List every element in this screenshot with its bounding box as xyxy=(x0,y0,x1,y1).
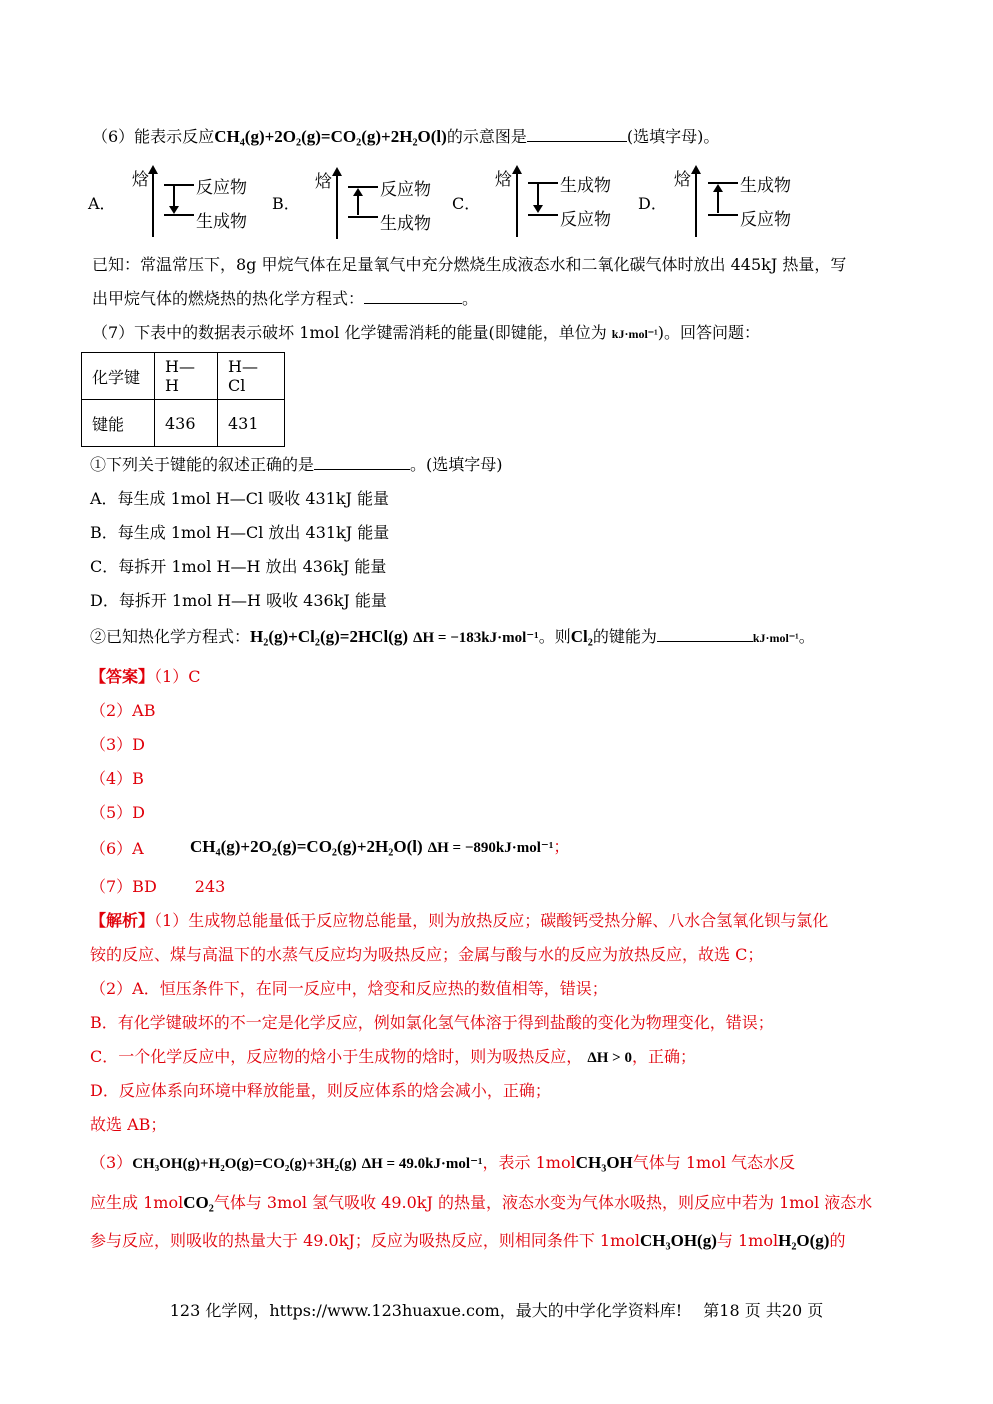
upper-label: 生成物 xyxy=(740,176,791,196)
answer-7-label: （7）BD xyxy=(90,877,157,896)
q7-intro-text: （7）下表中的数据表示破坏 1mol 化学键需消耗的能量(即键能，单位为 xyxy=(92,323,607,342)
sub2-unit: kJ·mol⁻¹ xyxy=(752,631,799,645)
sub2-equation: H₂(g)+Cl₂(g)=2HCl(g) xyxy=(250,627,408,646)
analysis-p1-line2: 铵的反应、煤与高温下的水蒸气反应均为吸热反应；金属与酸与水的反应为放热反应，故选 C； xyxy=(90,945,764,964)
sub1-hint: 。(选填字母) xyxy=(410,455,503,474)
table-cell: H—Cl xyxy=(218,353,285,400)
sub1-answer-blank[interactable] xyxy=(314,455,410,470)
arrow-shaft xyxy=(173,186,175,208)
axis-arrowhead-icon xyxy=(691,165,701,174)
table-row xyxy=(82,400,285,447)
axis-arrowhead-icon xyxy=(148,165,158,174)
lower-level xyxy=(164,214,194,216)
analysis-p3-text2: 气体与 1mol 气态水反 xyxy=(632,1153,796,1172)
lower-level xyxy=(528,214,558,216)
q7-unit: kJ·mol⁻¹ xyxy=(611,327,658,341)
arrow-shaft xyxy=(537,184,539,206)
sub2-delta-h: ΔH = −183kJ·mol⁻¹ xyxy=(413,630,539,646)
analysis-p3-co2: CO₂ xyxy=(183,1193,214,1212)
enthalpy-axis-label: 焓 xyxy=(315,172,332,192)
analysis-p3-ch3oh: CH₃OH xyxy=(575,1153,633,1172)
sub2-prefix: ②已知热化学方程式： xyxy=(90,627,251,646)
q6-prefix: （6）能表示反应 xyxy=(92,127,215,146)
enthalpy-axis xyxy=(516,173,518,237)
diagram-d[interactable] xyxy=(638,163,838,243)
q6-equation: CH₄(g)+2O₂(g)=CO₂(g)+2H₂O(l) xyxy=(214,127,447,146)
answer-6 xyxy=(90,836,144,859)
upper-level xyxy=(164,184,194,186)
diagram-letter: C． xyxy=(452,194,481,213)
analysis-p3-equation: CH₃OH(g)+H₂O(g)=CO₂(g)+3H₂(g) xyxy=(132,1156,357,1172)
arrow-down-icon xyxy=(533,205,543,213)
sub2-end: 。 xyxy=(798,627,815,646)
arrow-down-icon xyxy=(169,206,179,214)
analysis-p3-delta-h: ΔH = 49.0kJ·mol⁻¹ xyxy=(361,1156,483,1172)
analysis-p1-text: （1）生成物总能量低于反应物总能量，则为放热反应；碳酸钙受热分解、八水合氢氧化钡与氯化 xyxy=(154,911,829,930)
upper-label: 反应物 xyxy=(380,180,431,200)
arrow-shaft xyxy=(357,195,359,215)
analysis-p1-line1 xyxy=(90,908,828,931)
analysis-p3-line2-a: 应生成 1mol xyxy=(90,1193,184,1212)
analysis-p3-line3-a: 参与反应，则吸收的热量大于 49.0kJ；反应为吸热反应，则相同条件下 1mol xyxy=(90,1231,641,1250)
answer-6-equation-line xyxy=(190,834,569,857)
sub2-line xyxy=(90,624,815,647)
lower-label: 生成物 xyxy=(380,214,431,234)
known-line-1: 已知：常温常压下，8g 甲烷气体在足量氧气中充分燃烧生成液态水和二氧化碳气体时放出 445kJ 热量，写 xyxy=(92,255,847,274)
known-line-2-end: 。 xyxy=(462,289,479,308)
lower-level xyxy=(708,214,738,216)
upper-level xyxy=(528,182,558,184)
enthalpy-axis-label: 焓 xyxy=(674,170,691,190)
enthalpy-axis-label: 焓 xyxy=(495,170,512,190)
sub2-answer-blank[interactable] xyxy=(657,627,753,642)
analysis-p3-line1 xyxy=(90,1150,795,1173)
axis-arrowhead-icon xyxy=(332,167,342,176)
answer-line-1 xyxy=(90,664,200,687)
diagram-a[interactable] xyxy=(88,163,288,243)
analysis-p2c-end: ，正确； xyxy=(631,1047,696,1066)
answer-7-value: 243 xyxy=(194,877,226,896)
analysis-p3-prefix: （3） xyxy=(90,1153,133,1172)
option-d[interactable]: D．每拆开 1mol H—H 吸收 436kJ 能量 xyxy=(90,591,387,610)
analysis-p3-line3-b: 与 1mol xyxy=(716,1231,779,1250)
diagram-letter: B． xyxy=(272,194,300,213)
known-line-2-text: 出甲烷气体的燃烧热的热化学方程式： xyxy=(92,289,365,308)
sub2-mid2: 的键能为 xyxy=(592,627,657,646)
answer-6-equation: CH₄(g)+2O₂(g)=CO₂(g)+2H₂O(l) xyxy=(190,837,423,856)
enthalpy-axis-label: 焓 xyxy=(132,170,149,190)
option-c[interactable]: C．每拆开 1mol H—H 放出 436kJ 能量 xyxy=(90,557,387,576)
answer-7 xyxy=(90,874,225,897)
q6-answer-blank[interactable] xyxy=(527,127,627,142)
answer-6-label: （6）A xyxy=(90,839,144,858)
option-a[interactable]: A．每生成 1mol H—Cl 吸收 431kJ 能量 xyxy=(90,489,390,508)
upper-label: 生成物 xyxy=(560,176,611,196)
analysis-p2e: 故选 AB； xyxy=(90,1115,167,1134)
answer-label: 【答案】 xyxy=(90,667,155,686)
analysis-p2: （2）A．恒压条件下，在同一反应中，焓变和反应热的数值相等，错误； xyxy=(90,979,608,998)
answer-2: （2）AB xyxy=(90,701,156,720)
diagram-letter: D． xyxy=(638,194,667,213)
q6-hint: (选填字母)。 xyxy=(626,127,720,146)
known-line-2 xyxy=(92,286,478,309)
sub1-stem-text: ①下列关于键能的叙述正确的是 xyxy=(90,455,315,474)
upper-label: 反应物 xyxy=(196,178,247,198)
arrow-up-icon xyxy=(353,188,363,196)
lower-label: 反应物 xyxy=(740,210,791,230)
table-cell: 键能 xyxy=(82,400,155,447)
table-cell: 431 xyxy=(218,400,285,447)
diagram-letter: A． xyxy=(88,194,116,213)
table-row xyxy=(82,353,285,400)
q7-intro-end: )。回答问题： xyxy=(657,323,760,342)
answer-4: （4）B xyxy=(90,769,144,788)
sub2-cl2: Cl₂ xyxy=(570,627,593,646)
analysis-label: 【解析】 xyxy=(90,911,155,930)
table-cell: H—H xyxy=(155,353,218,400)
analysis-p3-line3-c: 的 xyxy=(829,1231,846,1250)
lower-level xyxy=(348,216,378,218)
axis-arrowhead-icon xyxy=(512,165,522,174)
analysis-p2c-text: C．一个化学反应中，反应物的焓小于生成物的焓时，则为吸热反应， xyxy=(90,1047,583,1066)
analysis-p3-line3-h2o: H₂O(g) xyxy=(778,1231,830,1250)
answer-6-delta-h: ΔH = −890kJ·mol⁻¹ xyxy=(427,840,554,856)
sub1-stem xyxy=(90,452,503,475)
diagram-b[interactable] xyxy=(272,163,472,243)
analysis-p3-line3 xyxy=(90,1228,845,1251)
diagram-c[interactable] xyxy=(452,163,652,243)
lower-label: 生成物 xyxy=(196,212,247,232)
answer-5: （5）D xyxy=(90,803,146,822)
enthalpy-axis xyxy=(152,173,154,237)
page-footer: 123 化学网，https://www.123huaxue.com，最大的中学化学资料库! 第18 页 共20 页 xyxy=(169,1301,824,1320)
analysis-p3-line2 xyxy=(90,1190,872,1213)
answer-6-end: ； xyxy=(553,837,570,856)
table-cell: 436 xyxy=(155,400,218,447)
q6-line xyxy=(92,124,719,147)
option-b[interactable]: B．每生成 1mol H—Cl 放出 431kJ 能量 xyxy=(90,523,390,542)
q7-intro xyxy=(92,320,760,343)
analysis-p3-line3-ch3oh: CH₃OH(g) xyxy=(640,1231,717,1250)
arrow-up-icon xyxy=(713,184,723,192)
analysis-p2c-math: ΔH > 0 xyxy=(587,1050,632,1066)
analysis-p3-line2-b: 气体与 3mol 氢气吸收 49.0kJ 的热量，液态水变为气体水吸热，则反应中若为 1mol 液态水 xyxy=(213,1193,873,1212)
answer-3: （3）D xyxy=(90,735,146,754)
bond-energy-table xyxy=(81,352,285,447)
analysis-p2c xyxy=(90,1044,696,1067)
analysis-p2b: B．有化学键破坏的不一定是化学反应，例如氯化氢气体溶于得到盐酸的变化为物理变化，错误； xyxy=(90,1013,774,1032)
sub2-mid: 。则 xyxy=(538,627,571,646)
answer-1: （1）C xyxy=(154,667,201,686)
analysis-p3-text1: ，表示 1mol xyxy=(482,1153,576,1172)
combustion-equation-blank[interactable] xyxy=(364,289,462,304)
enthalpy-axis xyxy=(695,173,697,237)
lower-label: 反应物 xyxy=(560,210,611,230)
table-cell: 化学键 xyxy=(82,353,155,400)
q6-suffix: 的示意图是 xyxy=(446,127,527,146)
arrow-shaft xyxy=(717,191,719,213)
enthalpy-axis xyxy=(336,175,338,239)
analysis-p2d: D．反应体系向环境中释放能量，则反应体系的焓会减小，正确； xyxy=(90,1081,551,1100)
